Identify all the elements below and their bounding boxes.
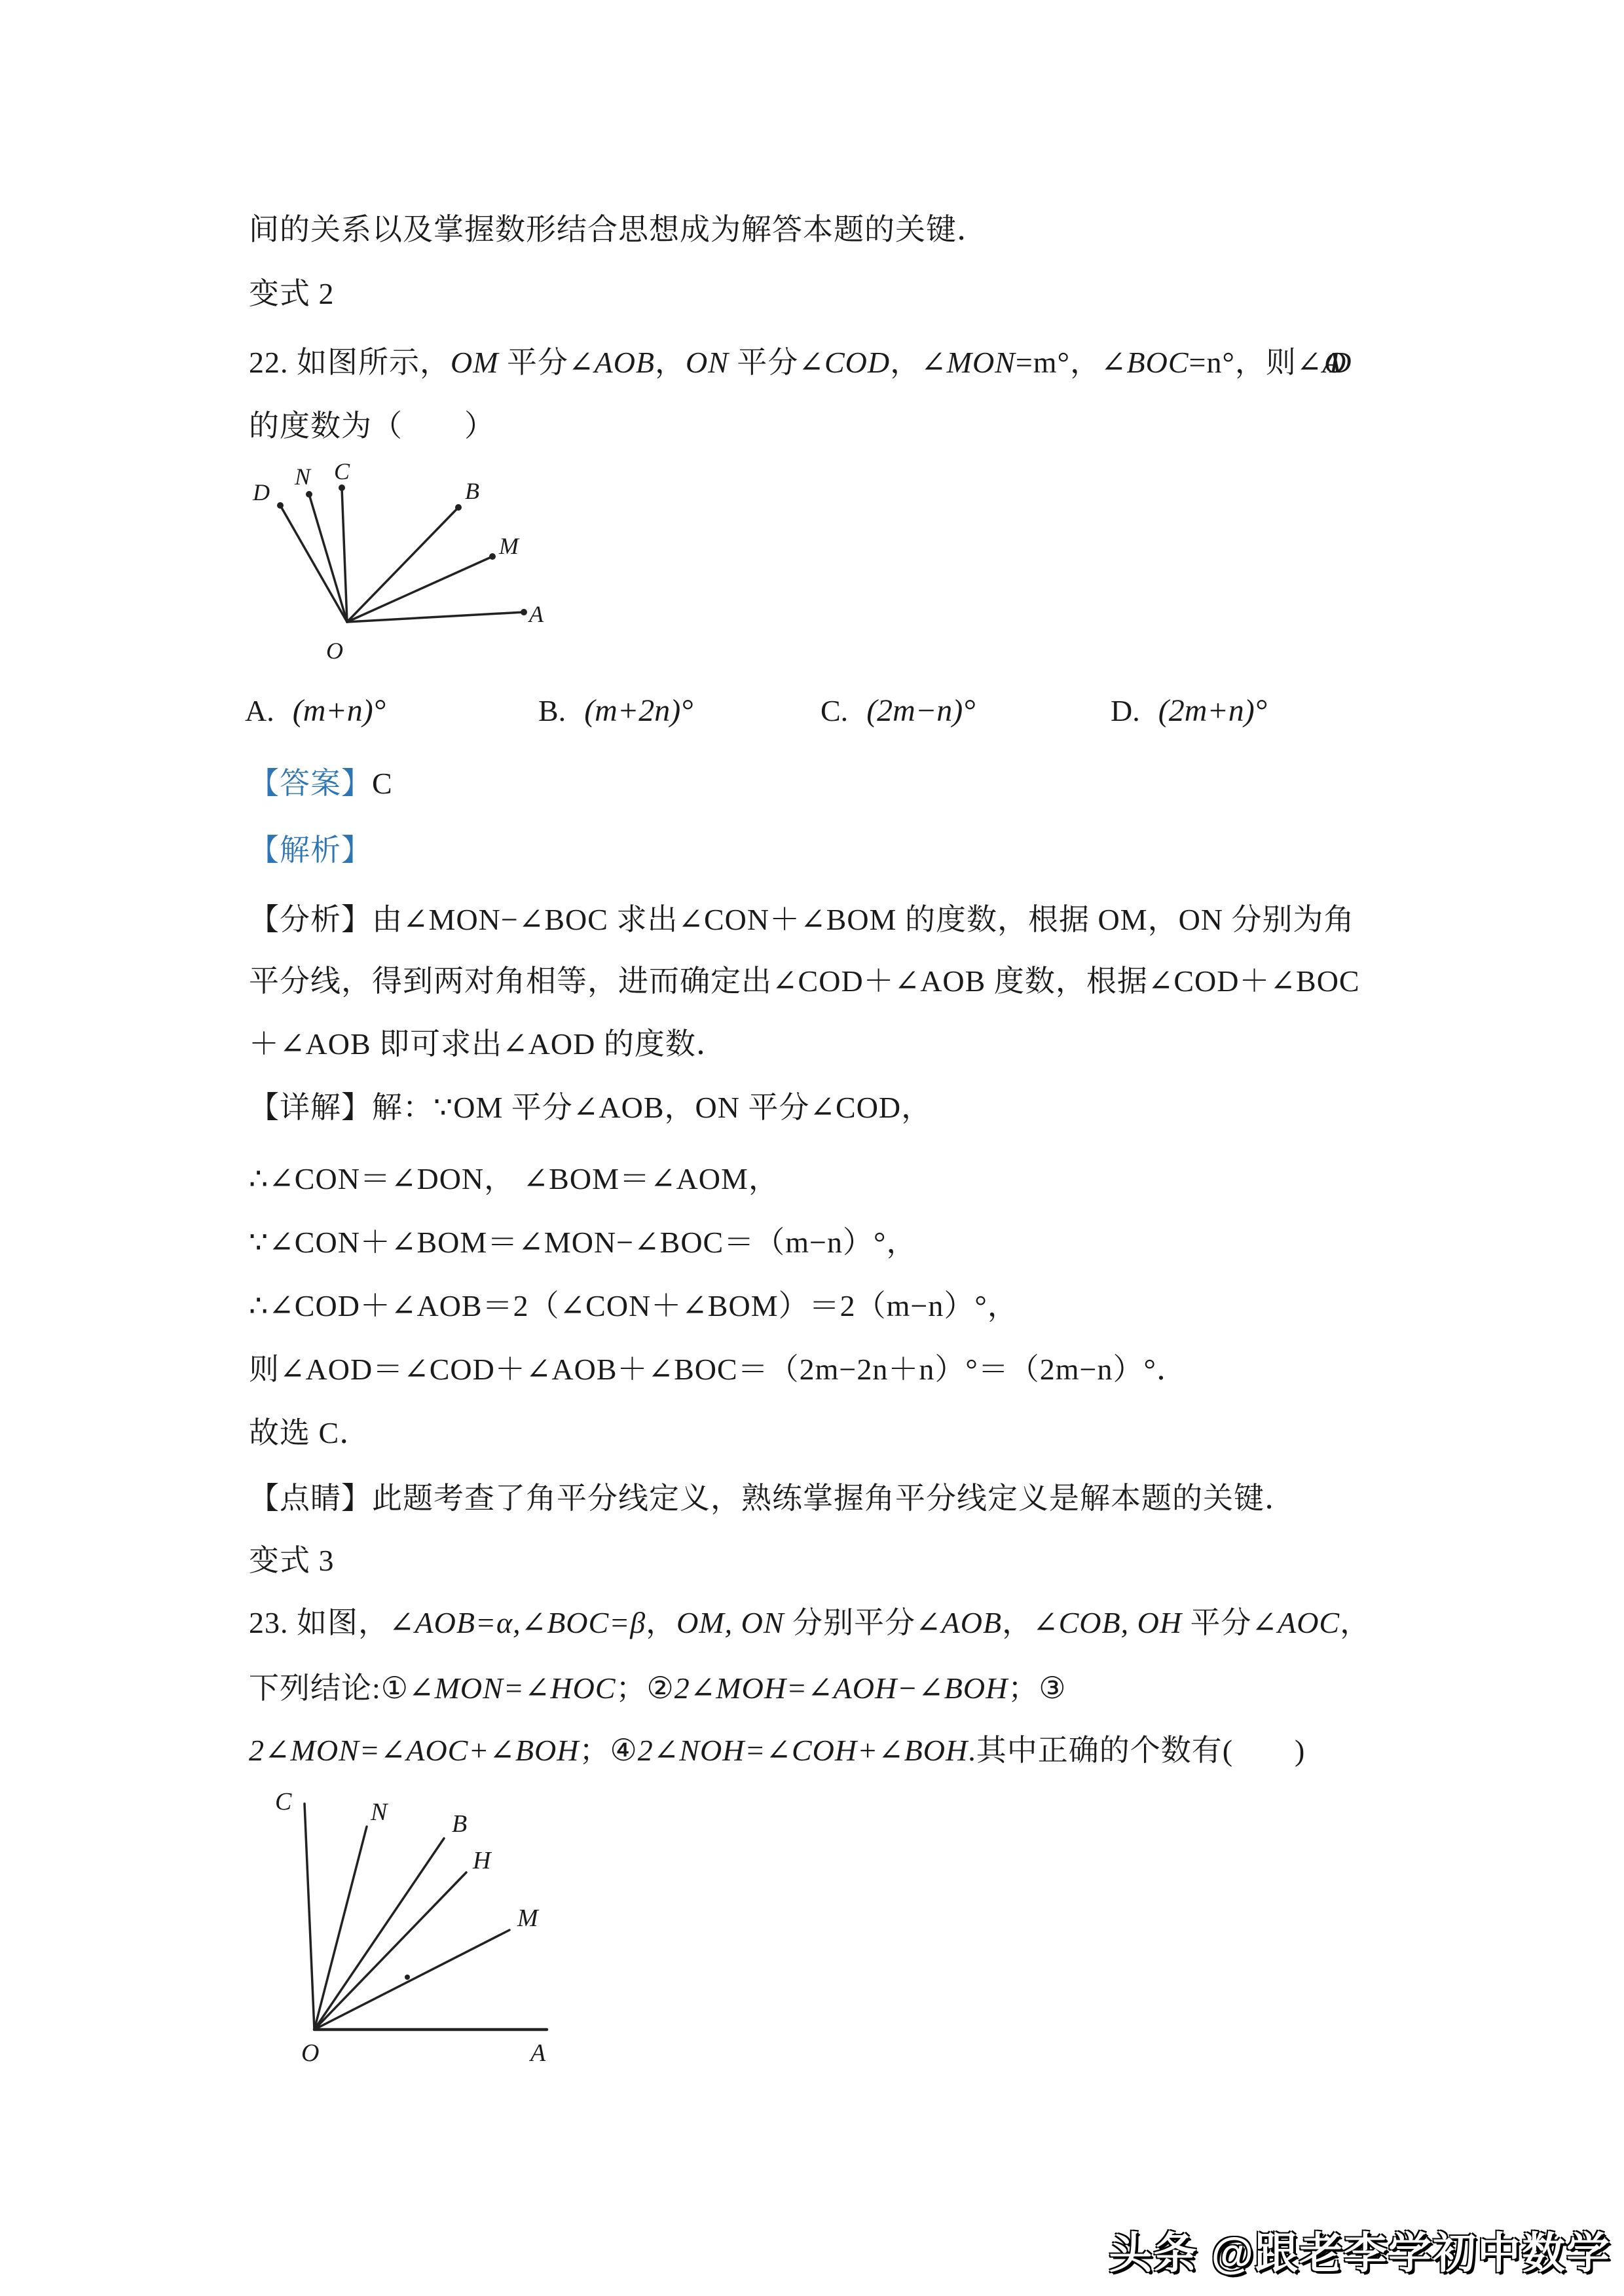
- text-segment: ，: [646, 1606, 677, 1639]
- option-B-formula: (m+2n)°: [584, 693, 693, 728]
- text-segment: ∠AOB=α,∠BOC=β: [389, 1606, 646, 1639]
- text-segment: 的度数为（ ）: [249, 409, 495, 443]
- text-segment: ∠MON=∠HOC: [409, 1671, 616, 1705]
- point-C-dot: [339, 484, 345, 491]
- text-segment: 【点睛】此题考查了角平分线定义，熟练掌握角平分线定义是解本题的关键．: [249, 1482, 1295, 1515]
- xiangjie-line-4: [249, 1287, 1018, 1325]
- point-N-dot: [306, 491, 312, 498]
- dianjing-line: [249, 1480, 1295, 1518]
- text-segment: ；④: [579, 1734, 638, 1767]
- text-segment: 2∠MON=∠AOC+∠BOH: [249, 1734, 580, 1767]
- label-A: A: [530, 2039, 546, 2067]
- ray-OA: [347, 612, 524, 622]
- ray-OM: [314, 1930, 509, 2030]
- text-segment: ∠AOC: [1251, 1606, 1340, 1639]
- ray-ON: [314, 1827, 367, 2030]
- text-segment: ∵∠CON＋∠BOM＝∠MON−∠BOC＝（m−n）°，: [249, 1226, 917, 1259]
- text-segment: 变式 2: [249, 277, 335, 310]
- option-A-label: A.: [245, 694, 274, 727]
- text-segment: =m°，: [1015, 346, 1101, 379]
- label-M: M: [517, 1904, 538, 1932]
- text-segment: ∠AOB: [568, 346, 655, 379]
- text-segment: ，: [890, 346, 921, 379]
- option-C-label: C.: [821, 694, 849, 727]
- option-D: [1111, 693, 1267, 729]
- text-segment: .其中正确的个数有( ): [968, 1734, 1306, 1767]
- figure-question-23: [249, 1787, 589, 2082]
- text-segment: AOD: [1322, 346, 1335, 379]
- text-segment: 2∠MOH=∠AOH−∠BOH: [674, 1671, 1008, 1705]
- question-23-statement-3: [249, 1732, 1305, 1770]
- text-segment: 平分: [507, 346, 569, 379]
- text-segment: 分别平分: [792, 1606, 916, 1639]
- point-M-dot: [489, 553, 496, 560]
- option-C: [821, 693, 975, 729]
- text-segment: 【分析】由∠MON−∠BOC 求出∠CON＋∠BOM 的度数，根据 OM，ON 分别为角: [249, 903, 1355, 936]
- xiangjie-line-5: [249, 1351, 1187, 1389]
- text-segment: 则∠AOD＝∠COD＋∠AOB＋∠BOC＝（2m−2n＋n）°＝（2m−n）°．: [249, 1353, 1187, 1386]
- text-segment: ∠COD: [798, 346, 891, 379]
- text-segment: ，: [1002, 1606, 1033, 1639]
- text-segment: 【解析】: [249, 833, 372, 867]
- point-B-dot: [455, 504, 462, 511]
- option-C-formula: (2m−n)°: [866, 693, 976, 728]
- point-A-dot: [521, 609, 527, 615]
- label-D: D: [253, 479, 270, 505]
- option-A: [245, 693, 386, 729]
- text-segment: 间的关系以及掌握数形结合思想成为解答本题的关键．: [249, 213, 987, 246]
- text-segment: ；②: [616, 1671, 674, 1705]
- text-segment: ，: [655, 346, 686, 379]
- label-O: O: [301, 2039, 320, 2067]
- text-segment: 下列结论:①: [249, 1671, 409, 1705]
- label-H: H: [473, 1847, 491, 1874]
- option-D-formula: (2m+n)°: [1158, 693, 1267, 728]
- conclusion-line: [249, 1414, 370, 1452]
- text-segment: 故选 C．: [249, 1416, 371, 1449]
- ray-OC: [304, 1804, 314, 2030]
- label-A: A: [529, 601, 544, 627]
- fenxi-line-1: [249, 901, 1355, 939]
- figure-question-22: [249, 450, 642, 666]
- text-segment: ；③: [1008, 1671, 1067, 1705]
- section-label-bianshi-2: [249, 275, 335, 313]
- text-segment: ∴∠CON＝∠DON， ∠BOM＝∠AOM，: [249, 1162, 779, 1195]
- text-segment: 2∠NOH=∠COH+∠BOH: [637, 1734, 969, 1767]
- ray-OM: [347, 556, 492, 622]
- text-segment: 平分线，得到两对角相等，进而确定出∠COD＋∠AOB 度数，根据∠COD＋∠BOC: [249, 964, 1360, 998]
- question-23-statement: [249, 1604, 1371, 1642]
- text-segment: =n°，则∠: [1189, 346, 1323, 379]
- label-N: N: [371, 1798, 388, 1826]
- label-C: C: [275, 1788, 292, 1815]
- paragraph-carryover: [249, 211, 987, 249]
- label-B: B: [452, 1810, 468, 1838]
- option-B-label: B.: [538, 694, 566, 727]
- stray-dot: [405, 1975, 410, 1980]
- label-O: O: [326, 638, 343, 664]
- ray-OC: [342, 488, 347, 622]
- jiexi-line: [249, 831, 372, 869]
- text-segment: 【答案】: [249, 767, 372, 800]
- text-segment: ∠BOC: [1100, 346, 1189, 379]
- section-label-bianshi-3: [249, 1542, 335, 1580]
- question-22-statement-2: [249, 407, 495, 445]
- question-22-statement: [249, 344, 1351, 382]
- text-segment: ∠MON: [921, 346, 1016, 379]
- ray-OD: [280, 505, 347, 622]
- toutiao-watermark: 头条 @跟老李学初中数学: [1109, 2229, 1611, 2277]
- text-segment: 平分: [1190, 1606, 1252, 1639]
- ray-OH: [314, 1872, 466, 2030]
- text-segment: ∠AOB: [915, 1606, 1003, 1639]
- text-segment: ，: [1340, 1606, 1371, 1639]
- answer-line: [249, 765, 393, 803]
- option-D-label: D.: [1111, 694, 1140, 727]
- label-M: M: [499, 533, 519, 559]
- xiangjie-line-1: [249, 1089, 932, 1127]
- text-segment: 平分: [737, 346, 799, 379]
- text-segment: 23. 如图，: [249, 1606, 389, 1639]
- option-A-formula: (m+n)°: [292, 693, 386, 728]
- xiangjie-line-2: [249, 1160, 779, 1198]
- text-segment: ＋∠AOB 即可求出∠AOD 的度数．: [249, 1027, 727, 1061]
- text-segment: ON: [686, 346, 737, 379]
- fenxi-line-2: [249, 962, 1360, 1000]
- ray-ON: [309, 494, 347, 622]
- label-C: C: [334, 458, 350, 484]
- text-segment: C: [372, 767, 393, 800]
- label-B: B: [465, 478, 479, 504]
- text-segment: 【详解】解：∵OM 平分∠AOB，ON 平分∠COD，: [249, 1091, 932, 1124]
- ray-OB: [314, 1838, 444, 2030]
- ray-OB: [347, 507, 458, 622]
- xiangjie-line-3: [249, 1224, 917, 1262]
- text-segment: OM, ON: [676, 1606, 793, 1639]
- point-D-dot: [277, 502, 284, 509]
- question-23-statement-2: [249, 1669, 1067, 1707]
- text-segment: 变式 3: [249, 1544, 335, 1577]
- fenxi-line-3: [249, 1025, 727, 1063]
- text-segment: OM: [451, 346, 507, 379]
- label-N: N: [295, 464, 311, 490]
- text-segment: ∴∠COD＋∠AOB＝2（∠CON＋∠BOM）＝2（m−n）°，: [249, 1289, 1018, 1322]
- option-B: [538, 693, 693, 729]
- text-segment: ∠COB, OH: [1033, 1606, 1190, 1639]
- text-segment: 22. 如图所示，: [249, 346, 451, 379]
